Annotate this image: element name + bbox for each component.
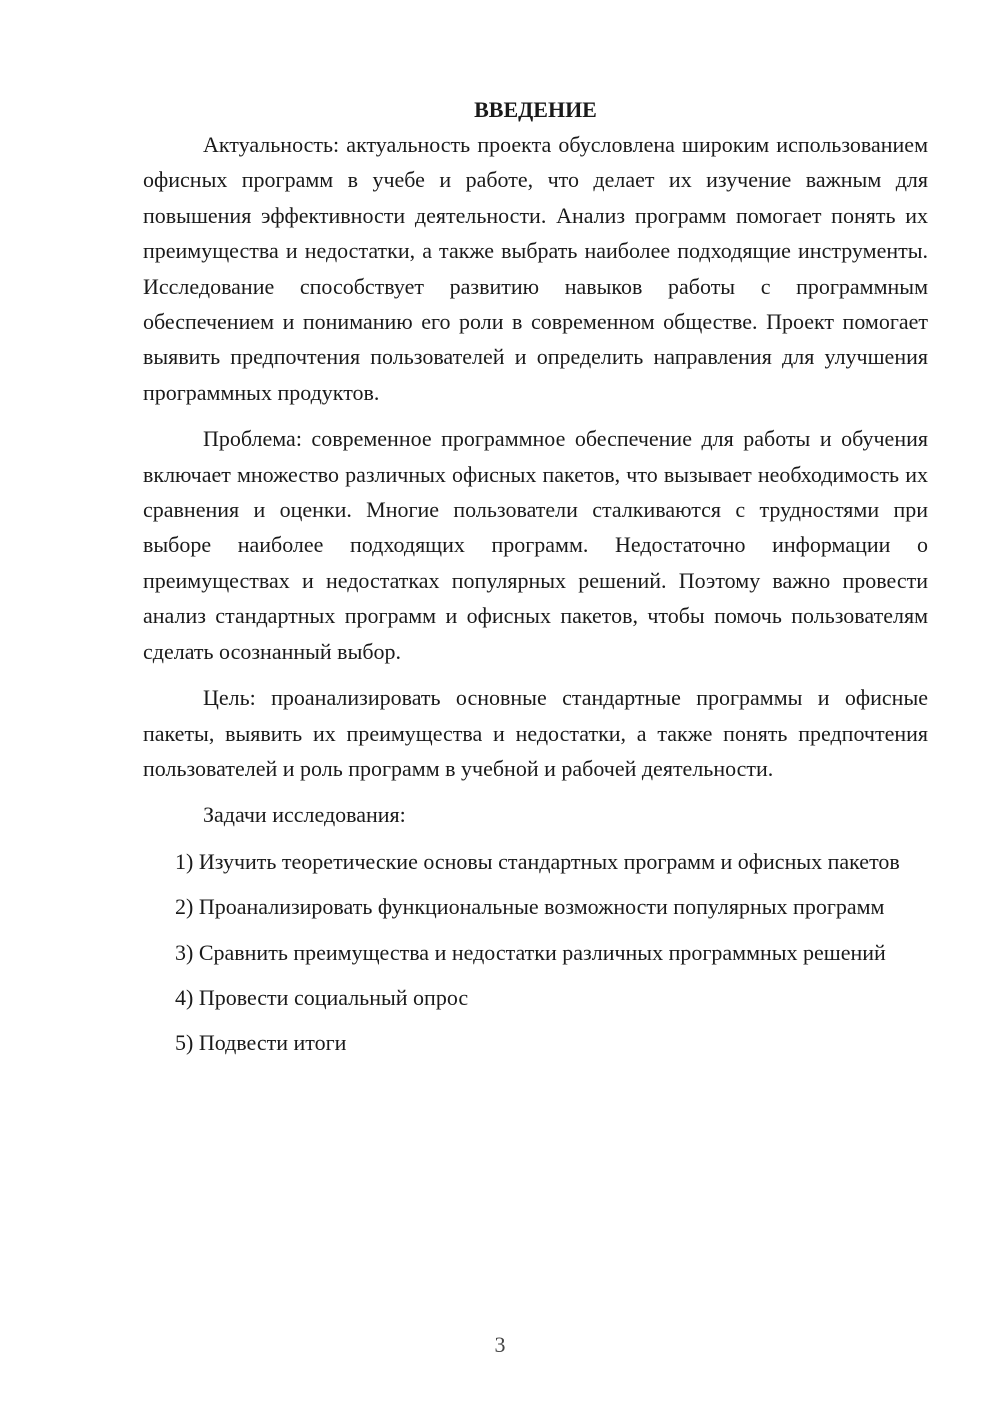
page-number: 3 — [494, 1332, 506, 1357]
task-item-3: 3) Сравнить преимущества и недостатки различных программных решений — [175, 939, 886, 965]
task-item-5: 5) Подвести итоги — [175, 1030, 347, 1056]
paragraph-problem: Проблема: современное программное обеспечение для работы и обучения включает множество различных офисных пакетов, что вызывает необходимость их сравнения и оценки. Многие пользователи сталкиваются с трудностями при выборе наиболее подходящих программ. Недостаточно информации о преимуществах и недостатках популярных решений. Поэтому важно провести анализ стандартных программ и офисных пакетов, чтобы помочь пользователям сделать осознанный выбор. — [143, 426, 928, 664]
task-item-1: 1) Изучить теоретические основы стандартных программ и офисных пакетов — [175, 848, 900, 874]
document-page — [143, 92, 928, 1071]
task-item-4: 4) Провести социальный опрос — [175, 984, 469, 1010]
paragraph-relevance: Актуальность: актуальность проекта обусловлена широким использованием офисных программ в учебе и работе, что делает их изучение важным для повышения эффективности деятельности. Анализ программ помогает понять их преимущества и недостатки, а также выбрать наиболее подходящие инструменты. Исследование способствует развитию навыков работы с программным обеспечением и пониманию его роли в современном обществе. Проект помогает выявить предпочтения пользователей и определить направления для улучшения программных продуктов. — [143, 132, 928, 405]
paragraph-goal: Цель: проанализировать основные стандартные программы и офисные пакеты, выявить их преимущества и недостатки, а также понять предпочтения пользователей и роль программ в учебной и рабочей деятельности. — [143, 685, 928, 781]
paragraph-tasks-heading: Задачи исследования: — [203, 802, 406, 828]
task-item-2: 2) Проанализировать функциональные возможности популярных программ — [175, 894, 885, 920]
page-title: ВВЕДЕНИЕ — [474, 97, 597, 122]
